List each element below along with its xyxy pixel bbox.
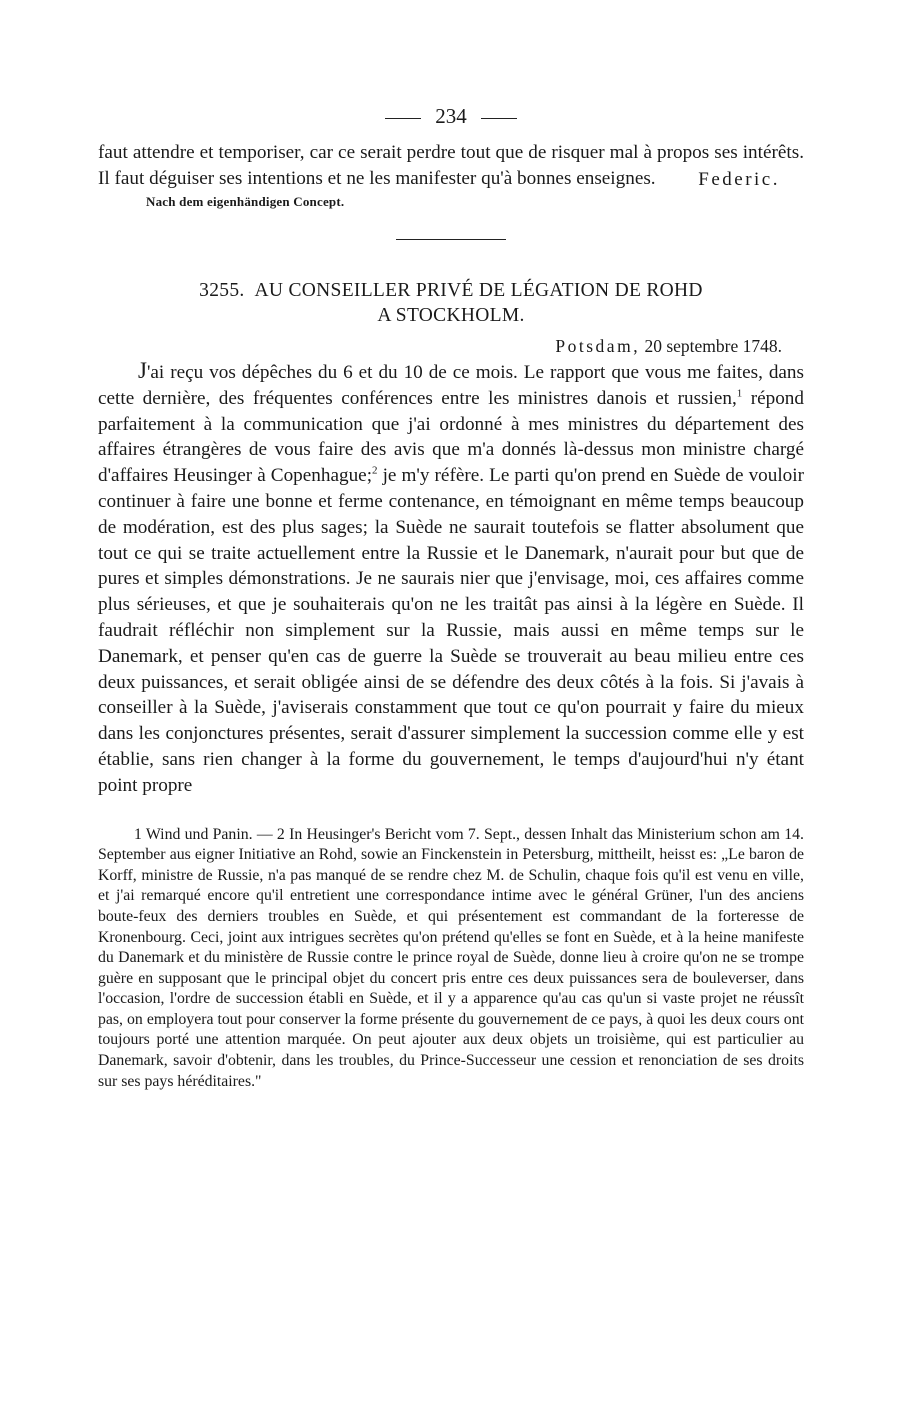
footnote-paragraph: [98, 825, 804, 1093]
body-part-1: 'ai reçu vos dépêches du 6 et du 10 de ce mois. Le rapport que vous me faites, dans cette dernière, des fréquentes conférences entre les ministres danois et russien,: [98, 362, 804, 409]
left-dash: [385, 118, 421, 119]
opening-letter: J: [138, 358, 147, 383]
document-page: [98, 100, 804, 1092]
signature: Federic.: [698, 169, 780, 190]
right-dash: [481, 118, 517, 119]
letter-heading: [98, 278, 804, 328]
body-part-2: répond parfaitement à la communication que j'ai ordonné à mes ministres du département des affaires étrangères de vous faire des avis que m'a donnés là-dessus mon ministre chargé d'affaires Heusinger à Copenhague;: [98, 387, 804, 487]
signature-block: [98, 169, 804, 221]
page-number: 234: [435, 104, 467, 128]
dateline-place: Potsdam,: [555, 336, 641, 356]
dateline: [98, 334, 804, 358]
footnotes: [98, 825, 804, 1093]
letter-title-line1: AU CONSEILLER PRIVÉ DE LÉGATION DE ROHD: [254, 280, 703, 301]
page-number-header: [98, 100, 804, 140]
heading-line-1: [98, 278, 804, 303]
footnote-ref-2: 2: [372, 464, 378, 477]
concept-note: Nach dem eigenhändigen Concept.: [146, 194, 345, 209]
dateline-date: 20 septembre 1748.: [644, 336, 782, 356]
footnote-text-2: In Heusinger's Bericht vom 7. Sept., dessen Inhalt das Ministerium schon am 14. September aus eigner Initiative an Rohd, sowie an Finckenstein in Petersburg, mittheilt, heisst es: „Le baron de Korff, ministre de Russie, n'a pas manqué de se rendre chez M. de Schulin, chaque fois qu'il est venu en ville, et j'ai remarqué encore qu'il entretient une correspondance intime avec le général Grüner, l'un des anciens boute-feux des derniers troubles en Suède, et qui présentement est commandant de la forteresse de Kronenbourg. Ceci, joint aux intrigues secrètes qu'on prétend qu'elles se font en Suède, et à la heine manifeste du Danemark et du ministère de Russie contre le prince royal de Suède, donne lieu à croire qu'on ne se trompe guère en supposant que le principal objet du concert pris entre ces deux puissances sera de bouleverser, dans l'occasion, l'ordre de succession établi en Suède, et il y a apparence qu'au cas qu'un si vaste projet ne réussît pas, on employera tout pour conserver la forme présente du gouvernement de ce pays, à quoi les deux cours ont toujours porté une attention marquée. On peut ajouter aux deux objets un troisième, qui est particulier au Danemark, savoir d'obtenir, dans les troubles, du Prince-Successeur une cession et renonciation de ses droits sur ses pays héréditaires.": [98, 825, 804, 1090]
letter-title-line2: A STOCKHOLM.: [377, 305, 525, 326]
letter-body: [98, 358, 804, 799]
letter-number: 3255.: [199, 280, 245, 301]
footnote-num-2: 2: [276, 825, 285, 843]
footnote-num-1: 1: [134, 825, 142, 843]
footnote-text-1: Wind und Panin. —: [141, 825, 277, 843]
intro-text: faut attendre et temporiser, car ce serait perdre tout que de risquer mal à propos ses intérêts. Il faut déguiser ses intentions et ne les manifester qu'à bonnes enseignes.: [98, 142, 804, 189]
footnote-ref-1: 1: [736, 387, 743, 400]
section-divider: [396, 239, 506, 240]
body-part-3: je m'y réfère. Le parti qu'on prend en Suède de vouloir continuer à faire une bonne et ferme contenance, en témoignant en même temps beaucoup de modération, est des plus sages; la Suède ne saurait toutefois se flatter absolument que tout ce qui se traite actuellement entre la Russie et le Danemark, n'aurait pour but que de pures et simples démonstrations. Je ne saurais nier que j'envisage, moi, ces affaires comme plus sérieuses, et que je souhaiterais qu'on ne les traitât pas ainsi à la légère en Suède. Il faudrait réfléchir non simplement sur la Russie, mais aussi en même temps sur le Danemark, et penser qu'en cas de guerre la Suède se trouverait au beau milieu entre ces deux puissances, et serait obligée ainsi de se défendre des deux côtés à la fois. Si j'avais à conseiller à la Suède, j'aviserais constamment que tout ce qu'on pourrait y faire du mieux dans les conjonctures présentes, serait d'assurer simplement la succession comme elle y est établie, sans rien changer à la forme du gouvernement, le temps d'aujourd'hui n'y étant point propre: [98, 465, 804, 796]
